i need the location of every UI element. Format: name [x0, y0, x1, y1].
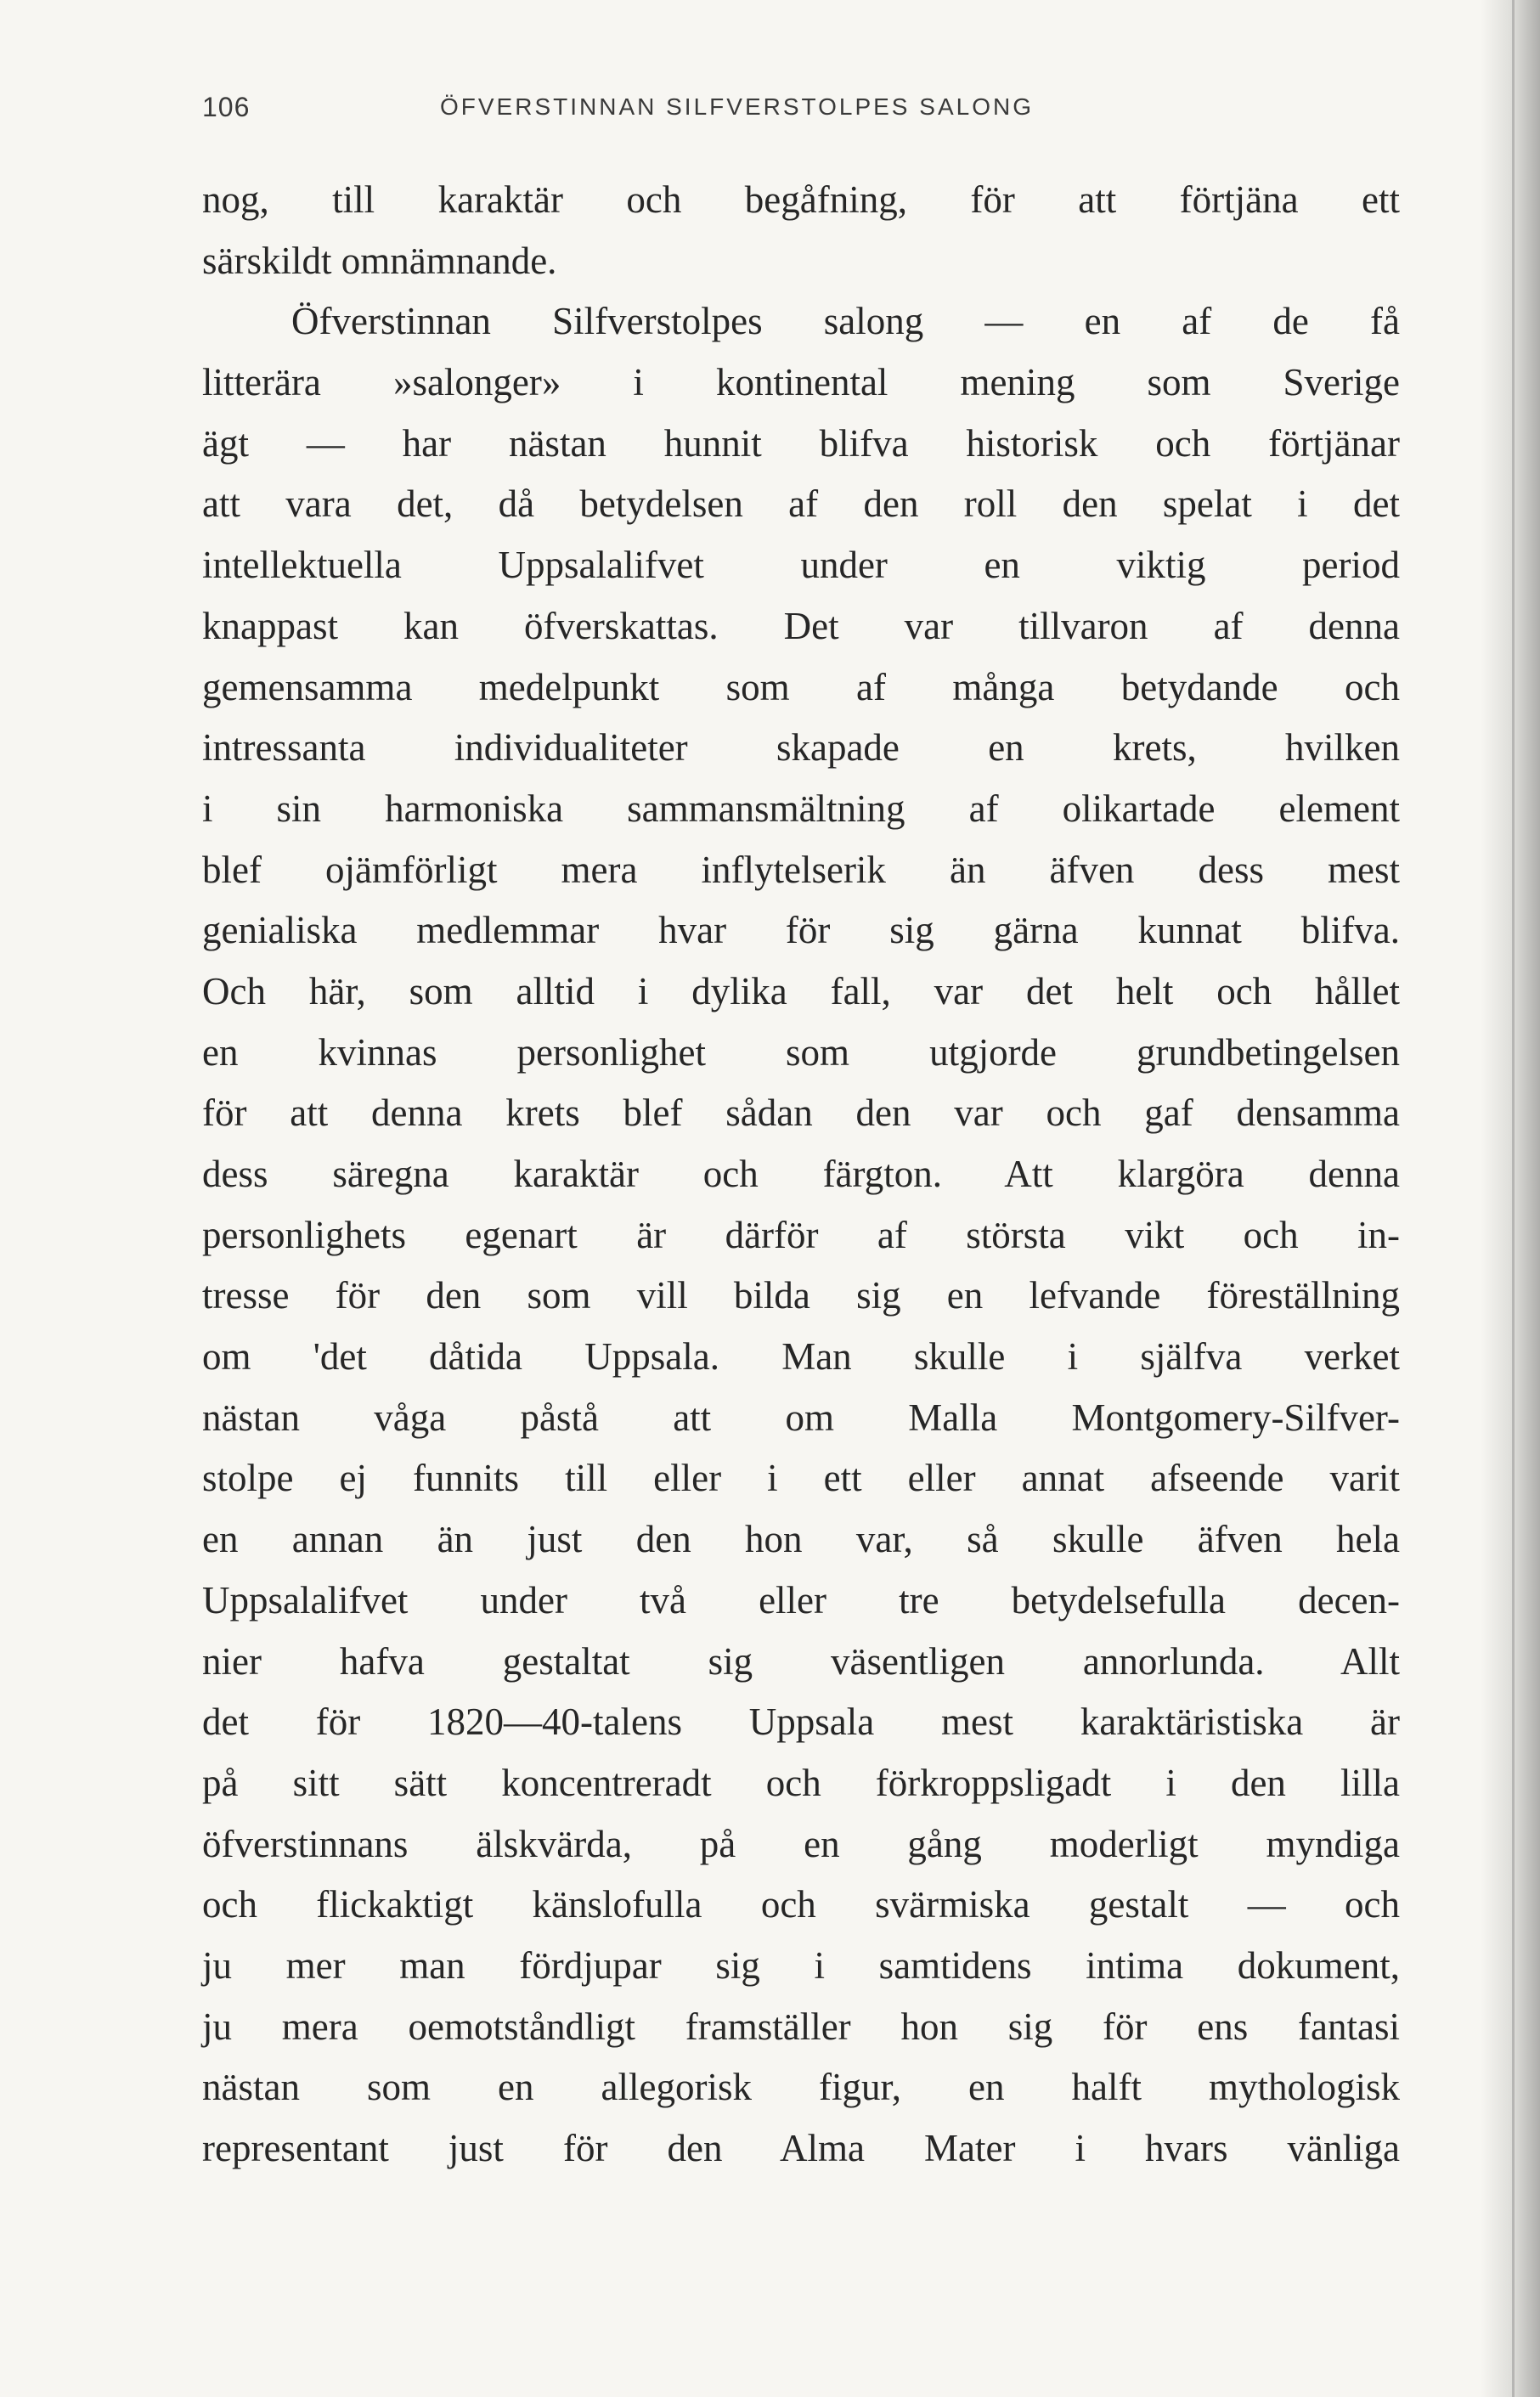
text-line: nier hafva gestaltat sig väsentligen annorlunda. Allt	[202, 1639, 1400, 1683]
binding-edge	[1512, 0, 1515, 2397]
text-line: ägt — har nästan hunnit blifva historisk och förtjänar	[202, 421, 1400, 465]
text-line: på sitt sätt koncentreradt och förkroppsligadt i den lilla	[202, 1761, 1400, 1804]
text-line: representant just för den Alma Mater i hvars vänliga	[202, 2127, 1400, 2169]
text-line: en annan än just den hon var, så skulle äfven hela	[202, 1518, 1400, 1561]
text-line: personlighets egenart är därför af största vikt och in-	[202, 1213, 1400, 1256]
text-line: en kvinnas personlighet som utgjorde grundbetingelsen	[202, 1030, 1400, 1074]
text-line: stolpe ej funnits till eller i ett eller annat afseende varit	[202, 1457, 1400, 1500]
text-line: Uppsalalifvet under två eller tre betydelsefulla decen-	[202, 1578, 1400, 1622]
text-line: dess säregna karaktär och färgton. Att klargöra denna	[202, 1153, 1400, 1195]
text-line: litterära »salonger» i kontinental mening som Sverige	[202, 361, 1400, 404]
text-line: tresse för den som vill bilda sig en lefvande föreställning	[202, 1274, 1400, 1317]
text-line: särskildt omnämnande.	[202, 239, 557, 282]
text-line: knappast kan öfverskattas. Det var tillvaron af denna	[202, 604, 1400, 647]
running-head	[202, 92, 1154, 126]
body-text	[202, 170, 1400, 2180]
text-line: blef ojämförligt mera inflytelserik än äfven dess mest	[202, 848, 1400, 891]
text-line: intressanta individualiteter skapade en krets, hvilken	[202, 726, 1400, 770]
text-line: om 'det dåtida Uppsala. Man skulle i själfva verket	[202, 1335, 1400, 1379]
page-number: 106	[202, 92, 251, 122]
text-line: nästan våga påstå att om Malla Montgomery-Silfver-	[202, 1396, 1400, 1439]
text-line: nog, till karaktär och begåfning, för att förtjäna ett	[202, 178, 1400, 221]
binding-shadow	[1481, 0, 1540, 2397]
text-line: i sin harmoniska sammansmältning af olikartade element	[202, 787, 1400, 830]
running-title: ÖFVERSTINNAN SILFVERSTOLPES SALONG	[440, 93, 1034, 120]
text-line: och flickaktigt känslofulla och svärmiska gestalt — och	[202, 1883, 1400, 1926]
text-line: för att denna krets blef sådan den var och gaf densamma	[202, 1091, 1400, 1135]
text-line: nästan som en allegorisk figur, en halft mythologisk	[202, 2066, 1400, 2109]
text-line: intellektuella Uppsalalifvet under en viktig period	[202, 544, 1400, 587]
text-line: gemensamma medelpunkt som af många betydande och	[202, 665, 1400, 708]
text-line: ju mer man fördjupar sig i samtidens intima dokument,	[202, 1943, 1400, 1987]
text-line: att vara det, då betydelsen af den roll den spelat i det	[202, 482, 1400, 526]
text-line: ju mera oemotståndligt framställer hon sig för ens fantasi	[202, 2005, 1400, 2048]
text-line: Öfverstinnan Silfverstolpes salong — en af de få	[291, 300, 1400, 343]
text-line: öfverstinnans älskvärda, på en gång moderligt myndiga	[202, 1822, 1400, 1865]
text-line: det för 1820—40-talens Uppsala mest karaktäristiska är	[202, 1700, 1400, 1744]
text-line: genialiska medlemmar hvar för sig gärna kunnat blifva.	[202, 909, 1400, 952]
text-line: Och här, som alltid i dylika fall, var det helt och hållet	[202, 969, 1400, 1012]
